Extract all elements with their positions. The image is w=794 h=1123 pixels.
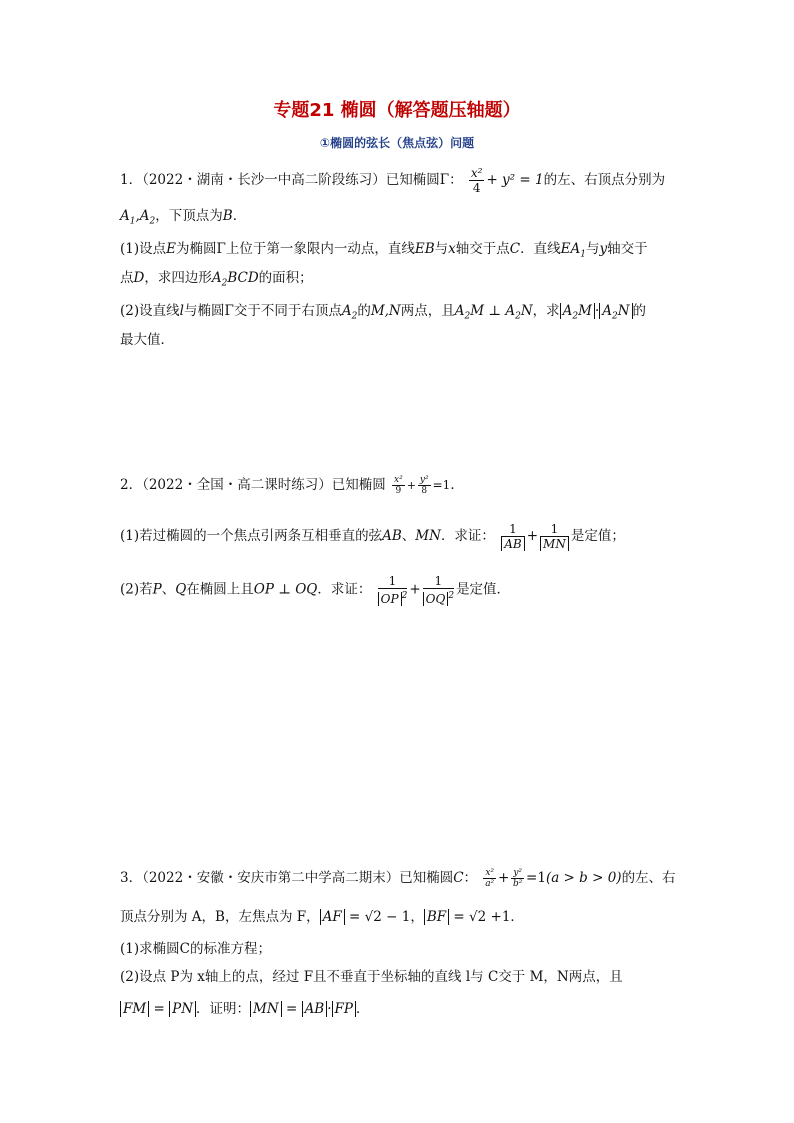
problem-3-part2: (2)设点 P为 x轴上的点，经过 F且不垂直于坐标轴的直线 l与 C交于 M，N两点，且 — [120, 969, 623, 985]
problem-source: （2022・湖南・长沙一中高二阶段练习） — [142, 172, 386, 188]
problem-1-part1-cont: 点D，求四边形$A_2BCD$的面积； — [120, 270, 313, 289]
problem-1-intro: 1．（2022・湖南・长沙一中高二阶段练习）已知椭圆Γ： $\frac{\text{x²}}{4}$ + y² = 1的左、右顶点分别为 — [120, 166, 666, 195]
section-subtitle: ①椭圆的弦长（焦点弦）问题 — [319, 136, 475, 150]
problem-1-part2-cont: 最大值． — [120, 332, 174, 348]
problem-3-part2-cont: FM = PN ．证明： MN = AB · FP ． — [120, 999, 680, 1019]
problem-number: 1． — [120, 172, 143, 188]
problem-2-intro: 2．（2022・全国・高二课时练习）已知椭圆 $\frac{\text{x²}}{9}$ + $\frac{\text{y²}}{8}$ =1． — [120, 475, 464, 496]
problem-1-line2: $A_1,A_2$，下顶点为B． — [120, 208, 247, 227]
problem-2-part1: (1)若过椭圆的一个焦点引两条互相垂直的弦AB、MN．求证： $\frac{1}{AB}$ + $\frac{1}{MN}$ 是定值； — [120, 522, 625, 551]
problem-1-part2: (2)设直线l与椭圆Γ交于不同于右顶点$A_2$的M,N两点，且$A_2M$ ⊥ $A_2N$，求 $A_2M \cdot A_2N$ 的 — [120, 303, 647, 322]
problem-1-part1: (1)设点E为椭圆Γ上位于第一象限内一动点，直线EB与x轴交于点C．直线$EA_1$与y轴交于 — [120, 241, 648, 260]
page-title: 专题21 椭圆（解答题压轴题） — [273, 100, 521, 121]
problem-3-intro: 3．（2022・安徽・安庆市第二中学高二期末）已知椭圆C： $\frac{\text{x²}}{\text{a²}}$ + $\frac{\text{y²}}{\text{b²}}$ =1(a > b > 0)的左、右 — [120, 868, 676, 889]
problem-2-part2: (2)若P、Q在椭圆上且OP ⊥ OQ．求证： $\frac{1}{OP ^2}$ + $\frac{1}{OQ ^2}$ 是定值． — [120, 574, 511, 606]
problem-3-part1: (1)求椭圆C的标准方程； — [120, 941, 271, 957]
equation-fraction: $\frac{\text{x²}}{4}$ — [470, 166, 483, 195]
problem-3-line2: 顶点分别为 A，B，左焦点为 F， AF = √2 − 1， BF = √2 +1． — [120, 909, 524, 925]
